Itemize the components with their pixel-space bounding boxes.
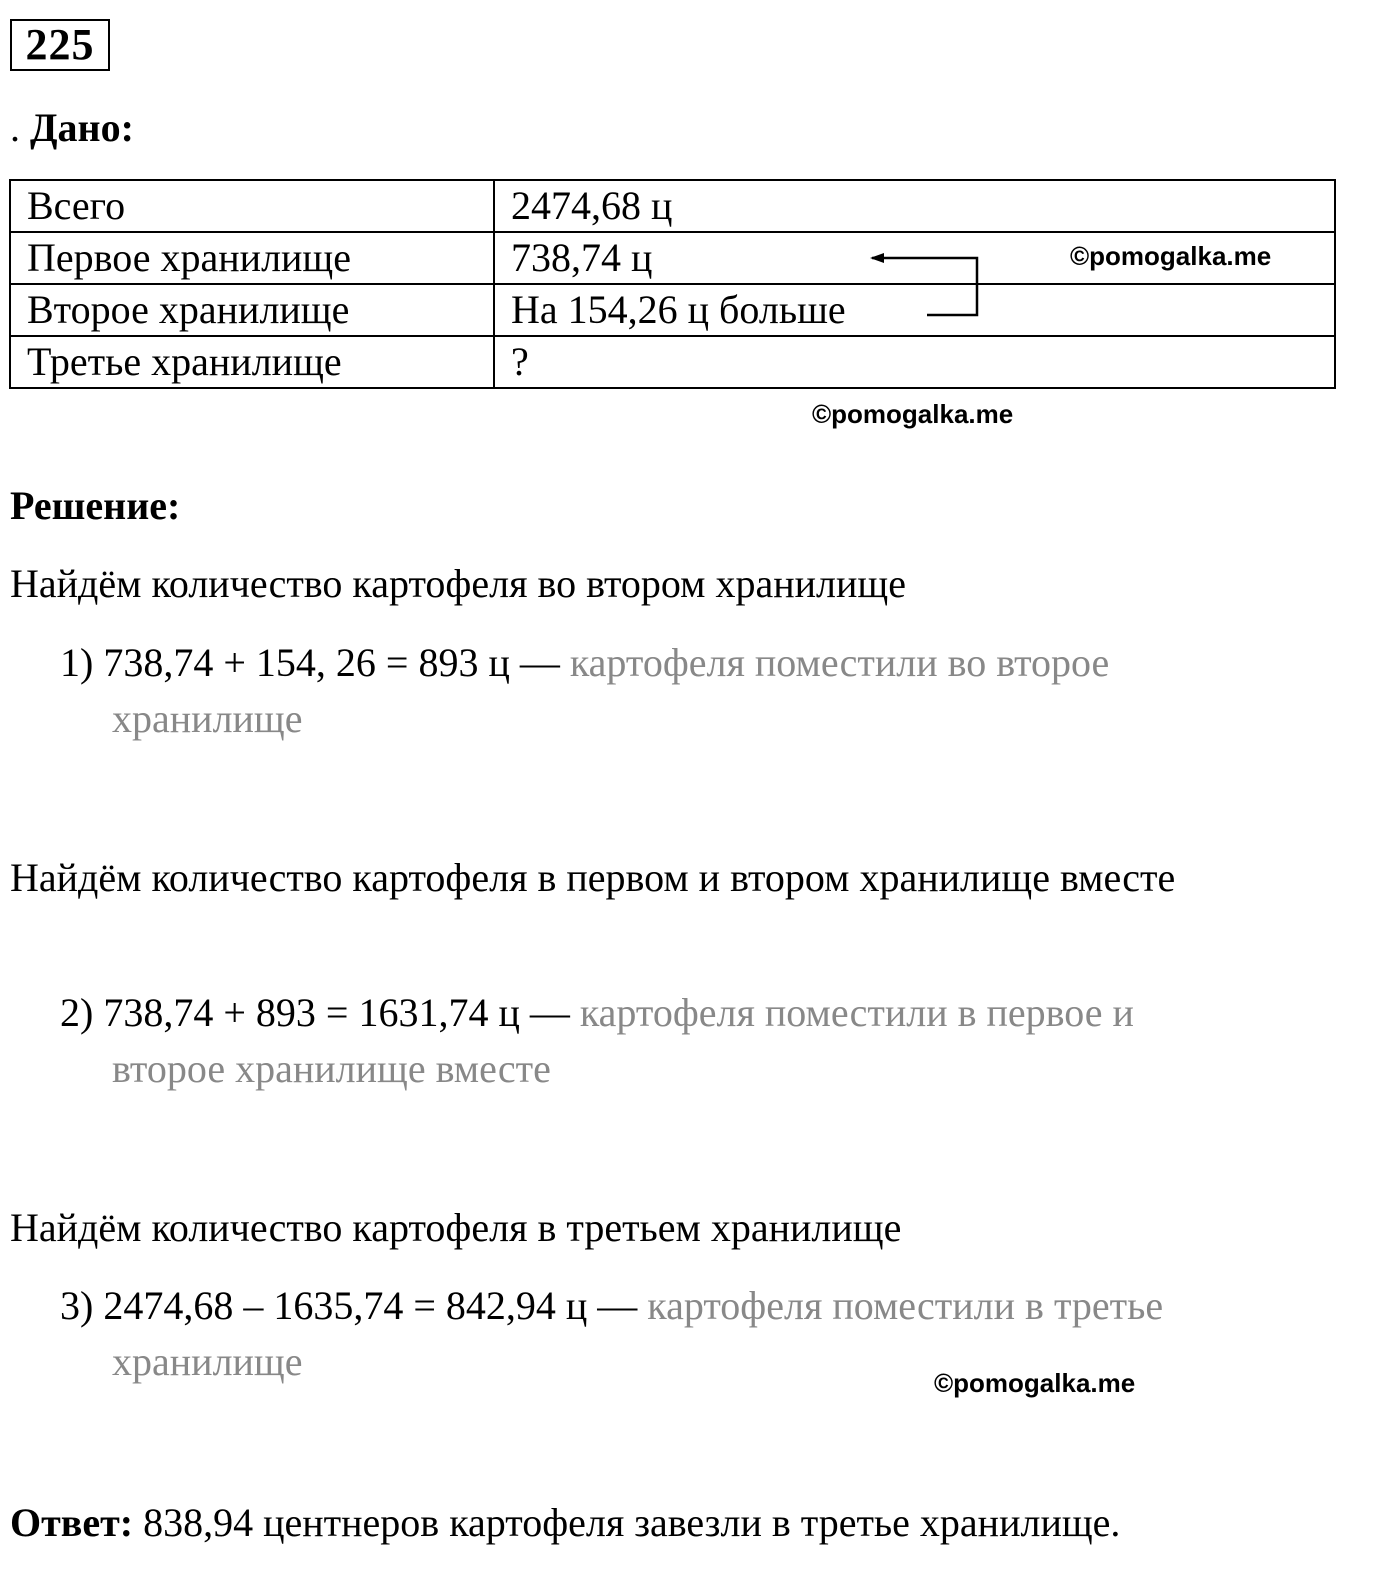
watermark: ©pomogalka.me: [934, 1368, 1136, 1398]
row-value: На 154,26 ц больше: [494, 284, 1335, 336]
row-label: Первое хранилище: [10, 232, 494, 284]
answer: [10, 1497, 1120, 1549]
step-intro: Найдём количество картофеля в третьем хранилище: [10, 1205, 902, 1250]
row-value: ?: [494, 336, 1335, 388]
given-prefix: .: [10, 105, 20, 150]
row-label: Второе хранилище: [10, 284, 494, 336]
row-label: Всего: [10, 180, 494, 232]
step-formula: 3) 2474,68 – 1635,74 = 842,94 ц —: [60, 1283, 638, 1328]
step-explanation-cont: хранилище: [112, 1339, 303, 1384]
step-intro: Найдём количество картофеля в первом и втором хранилище вместе: [10, 855, 1176, 900]
step-explanation: картофеля поместили во второе: [569, 640, 1110, 685]
task-number: 225: [10, 19, 110, 71]
row-label: Третье хранилище: [10, 336, 494, 388]
step-formula: 2) 738,74 + 893 = 1631,74 ц —: [60, 990, 570, 1035]
watermark: ©pomogalka.me: [812, 399, 1014, 429]
relation-arrow: [0, 0, 1400, 400]
answer-label: Ответ:: [10, 1500, 134, 1545]
given-heading-label: Дано:: [30, 105, 134, 150]
step-line: [60, 635, 1109, 691]
row-value: 738,74 ц: [494, 232, 1335, 284]
step-explanation-cont: второе хранилище вместе: [112, 1046, 551, 1091]
step-explanation: картофеля поместили в третье: [647, 1283, 1164, 1328]
step-intro: Найдём количество картофеля во втором хранилище: [10, 561, 906, 606]
step-explanation: картофеля поместили в первое и: [579, 990, 1134, 1035]
step-line: [60, 1278, 1163, 1334]
step-explanation-cont: хранилище: [112, 696, 303, 741]
row-value: 2474,68 ц: [494, 180, 1335, 232]
answer-text: 838,94 центнеров картофеля завезли в третье хранилище.: [143, 1500, 1121, 1545]
step-formula: 1) 738,74 + 154, 26 = 893 ц —: [60, 640, 560, 685]
solution-heading: Решение:: [10, 483, 181, 528]
watermark: ©pomogalka.me: [1070, 241, 1272, 271]
step-line: [60, 985, 1134, 1041]
